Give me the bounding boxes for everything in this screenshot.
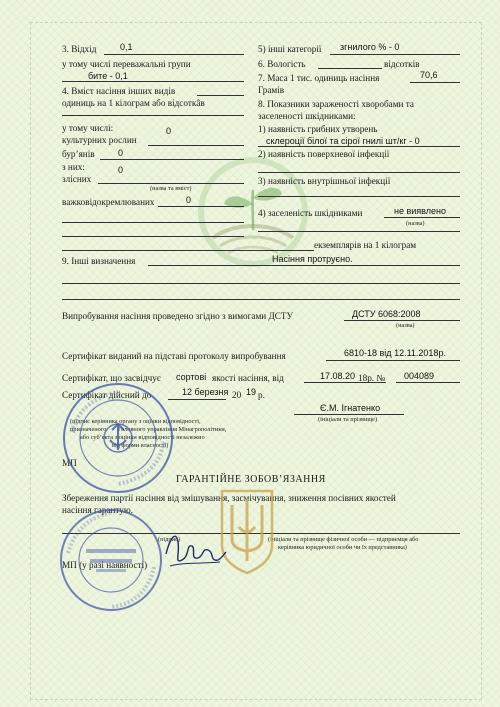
- guarantee-heading: ГАРАНТІЙНЕ ЗОБОВ’ЯЗАННЯ: [176, 474, 326, 485]
- cert-ref-label-2: якості насіння, від: [212, 373, 284, 383]
- underline: [148, 145, 244, 146]
- underline: [98, 183, 244, 184]
- protocol-value: 6810-18 від 12.11.2018р.: [344, 348, 446, 358]
- underline: [104, 54, 244, 55]
- cert-ref-year-suffix: 18р. №: [358, 373, 386, 383]
- other-seeds-label: 4. Вміст насіння інших видів: [62, 86, 176, 96]
- other-cat-value: згнилого % - 0: [340, 42, 400, 52]
- initials-caption: (ініціали та прізвище): [318, 416, 378, 423]
- bite-value: бите - 0,1: [88, 71, 128, 81]
- mass-value: 70,6: [420, 70, 438, 80]
- underline: [258, 196, 460, 197]
- humidity-label: 6. Вологість: [258, 59, 306, 69]
- incl2-label: у тому числі:: [62, 123, 114, 133]
- dstu-value: ДСТУ 6068:2008: [352, 309, 421, 319]
- underline: [62, 250, 314, 251]
- underline: [344, 320, 460, 321]
- underline: [62, 299, 460, 300]
- disease-label-2: заселеності шкідниками:: [258, 111, 356, 121]
- surface-label: 2) наявність поверхневої інфекції: [258, 149, 390, 159]
- underline: [62, 283, 460, 284]
- other-cat-label: 5) інші категорії: [258, 44, 322, 54]
- fungi-value: склероції білої та сірої гнилі шт/кг - 0: [266, 136, 420, 146]
- mass-label: 7. Маса 1 тис. одиниць насіння: [258, 73, 380, 83]
- cert-ref-number: 004089: [404, 371, 435, 381]
- malicious-value: 0: [118, 165, 124, 175]
- mp-label: МП: [62, 458, 77, 468]
- incl-label: у тому числі переважальні групи: [62, 59, 191, 69]
- underline: [326, 360, 460, 361]
- name-caption-2: (назва): [396, 322, 415, 329]
- valid-year-suffix: 19: [246, 387, 257, 397]
- pests-value: не виявлено: [394, 206, 446, 216]
- grams-label: Грамів: [258, 85, 285, 95]
- cert-ref-sort: сортові: [176, 372, 207, 382]
- valid-label: Сертифікат дійсний до: [62, 390, 152, 400]
- other-defs-value: Насіння протруєно.: [272, 254, 353, 264]
- copies-label: екземплярів на 1 кілограм: [314, 240, 417, 250]
- underline: [100, 159, 244, 160]
- mp-if-label: МП (у разі наявності): [62, 560, 148, 570]
- weeds-label: бур’янів: [62, 149, 95, 159]
- of-them-label: з них:: [62, 162, 85, 172]
- pests-label: 4) заселеність шкідниками: [258, 208, 363, 218]
- internal-label: 3) наявність внутрішньої інфекції: [258, 176, 391, 186]
- left-caption-1: (підпис керівника органу з оцінки відповідності,: [70, 418, 201, 425]
- hard-sep-value: 0: [186, 195, 192, 205]
- company-stamp-icon: [56, 505, 166, 615]
- underline: [158, 206, 244, 207]
- malicious-label: злісних: [62, 174, 92, 184]
- right-caption-2: керівника юридичної особи чи їх представника): [278, 544, 407, 551]
- valid-year-r: р.: [258, 390, 265, 400]
- humidity-unit: відсотків: [384, 59, 420, 69]
- cult-value: 0: [166, 126, 172, 136]
- underline: [294, 414, 404, 415]
- left-caption-5: від форми власності): [112, 442, 169, 449]
- valid-year-prefix: 20: [232, 390, 242, 400]
- guarantee-text-1: Збереження партії насіння від змішування, засмічування, зниження посівних якостей: [62, 493, 396, 503]
- underline: [62, 236, 244, 237]
- underline: [330, 54, 460, 55]
- underline: [62, 115, 244, 116]
- name-caption: (назва): [406, 220, 425, 227]
- per-kg-label: одиниць на 1 кілограм або відсоткâв: [62, 98, 205, 108]
- otkhid-label: 3. Відхід: [62, 44, 97, 54]
- tested-label: Випробування насіння проведено згідно з вимогами ДСТУ: [62, 311, 294, 321]
- hard-sep-label: важковідокремлюваних: [62, 197, 155, 207]
- official-seal-icon: [60, 380, 176, 496]
- handwritten-signature: [160, 520, 230, 575]
- signer-name: Є.М. Ігнатенко: [320, 403, 381, 413]
- sign-caption: (підпис): [158, 536, 181, 543]
- underline: [318, 68, 382, 69]
- left-caption-4: або суб’єкта з оцінки відповідності незалежно: [80, 434, 205, 441]
- disease-label-1: 8. Показники зараженості хворобами та: [258, 99, 414, 109]
- cert-basis-label: Сертифікат виданий на підставі протоколу випробування: [62, 351, 286, 361]
- weeds-value: 0: [118, 148, 124, 158]
- cult-label: культурних рослин: [62, 135, 137, 145]
- left-caption-3: Головного управління Мінагрополітики,: [118, 426, 227, 433]
- left-caption-2: призначеного: [70, 426, 107, 433]
- underline: [384, 217, 460, 218]
- other-defs-label: 9. Інші визначення: [62, 256, 136, 266]
- underline: [410, 82, 460, 83]
- cert-ref-label-1: Сертифікат, що засвідчує: [62, 373, 161, 383]
- underline: [197, 95, 244, 96]
- cert-ref-date: 17.08.20: [320, 371, 356, 381]
- guarantee-text-2: насіння гарантую.: [62, 505, 134, 515]
- underline: [258, 172, 460, 173]
- valid-day-month: 12 березня: [182, 387, 229, 397]
- name-qty-caption: (назва та вміст): [150, 185, 192, 192]
- underline: [396, 382, 460, 383]
- underline: [168, 399, 226, 400]
- right-caption-1: (ініціали та прізвище фізичної особи — підприємця або: [268, 536, 419, 543]
- otkhid-value: 0,1: [120, 42, 133, 52]
- underline: [62, 222, 244, 223]
- underline: [148, 265, 460, 266]
- fungi-label: 1) наявність грибних утворень: [258, 124, 378, 134]
- underline: [258, 231, 460, 232]
